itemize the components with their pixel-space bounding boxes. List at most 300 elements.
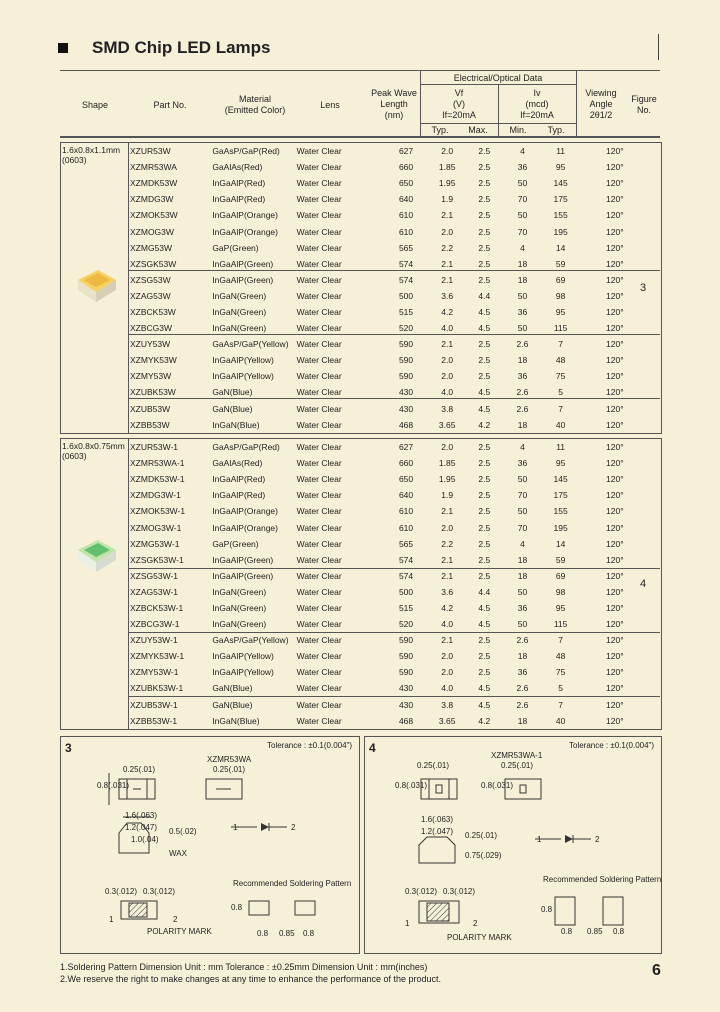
cell-material: GaAsP/GaP(Red) [212,442,280,453]
cell-viewing-angle: 120° [606,419,624,430]
header-peak-wave: Peak Wave [371,88,417,98]
cell-vf-typ: 3.6 [441,290,454,301]
page-number: 6 [652,962,661,979]
cell-iv-min: 50 [517,619,528,630]
cell-peak-wave: 565 [398,538,414,549]
cell-iv-typ: 59 [555,554,566,565]
cell-lens: Water Clear [296,371,342,382]
cell-material: InGaAlP(Yellow) [212,667,274,678]
cell-material: InGaAlP(Orange) [212,226,278,237]
cell-material: InGaAlP(Green) [212,258,274,269]
figure-3-dim-1: 0.25(.01) [123,765,156,774]
cell-iv-typ: 48 [555,651,566,662]
cell-vf-max: 2.5 [478,538,491,549]
header-material: Material [238,94,271,104]
cell-part-no: XZBCK53W-1 [130,602,184,613]
cell-viewing-angle: 120° [606,506,624,517]
figure-3-polarity: POLARITY MARK [147,927,212,936]
page-title: SMD Chip LED Lamps [58,38,271,58]
cell-part-no: XZMR53WA-1 [130,458,185,469]
figure-4-tolerance: Tolerance : ±0.1(0.004") [569,741,655,750]
cell-lens: Water Clear [296,522,342,533]
cell-iv-typ: 145 [553,474,568,485]
cell-iv-typ: 195 [553,522,568,533]
cell-lens: Water Clear [296,226,342,237]
cell-vf-max: 2.5 [478,522,491,533]
cell-vf-typ: 1.85 [438,458,456,469]
table-row [130,352,650,368]
cell-viewing-angle: 120° [606,458,624,469]
figure-3-part: XZMR53WA [207,755,252,764]
cell-lens: Water Clear [296,339,342,350]
cell-iv-min: 50 [517,506,528,517]
cell-iv-typ: 7 [558,699,563,710]
cell-viewing-angle: 120° [606,715,624,726]
cell-iv-typ: 155 [553,506,568,517]
header-iv: Iv [533,88,541,98]
cell-part-no: XZSG53W-1 [130,570,179,581]
figure-3-dim-12: 0.8 [257,929,269,938]
cell-iv-typ: 145 [553,178,568,189]
cell-lens: Water Clear [296,667,342,678]
figure-4-panel [364,736,662,954]
cell-vf-max: 4.2 [478,715,491,726]
table-row [130,401,650,417]
cell-viewing-angle: 120° [606,699,624,710]
cell-viewing-angle: 120° [606,602,624,613]
section-2-shape: 1.6x0.8x0.75mm [62,441,125,451]
cell-iv-min: 18 [517,274,528,285]
cell-viewing-angle: 120° [606,306,624,317]
cell-part-no: XZMYK53W [130,355,177,366]
cell-vf-typ: 3.65 [438,715,456,726]
cell-viewing-angle: 120° [606,490,624,501]
cell-viewing-angle: 120° [606,339,624,350]
cell-viewing-angle: 120° [606,355,624,366]
cell-iv-typ: 155 [553,210,568,221]
cell-part-no: XZBCK53W [130,306,176,317]
header-min: Min. [509,125,527,135]
cell-iv-min: 50 [517,210,528,221]
cell-iv-min: 2.6 [516,403,529,414]
cell-iv-min: 18 [517,715,528,726]
cell-lens: Water Clear [296,323,342,334]
cell-peak-wave: 574 [398,258,414,269]
header-vf: Vf [454,88,464,98]
cell-material: GaAlAs(Red) [212,458,263,469]
cell-material: InGaAlP(Red) [212,490,266,501]
table-row [130,304,650,320]
cell-peak-wave: 430 [398,683,414,694]
table-row [130,320,650,336]
cell-part-no: XZUBK53W [130,387,176,398]
cell-peak-wave: 610 [398,226,414,237]
cell-lens: Water Clear [296,146,342,157]
figure-3-dim-11: 0.8 [231,903,243,912]
corner-bar [658,34,659,60]
cell-viewing-angle: 120° [606,635,624,646]
table-row [130,632,650,648]
cell-vf-typ: 2.0 [441,371,454,382]
cell-vf-max: 4.5 [478,387,491,398]
cell-material: InGaAlP(Red) [212,178,266,189]
cell-iv-typ: 175 [553,194,568,205]
cell-material: InGaAlP(Green) [212,274,274,285]
cell-viewing-angle: 120° [606,162,624,173]
cell-peak-wave: 468 [398,715,414,726]
cell-part-no: XZAG53W-1 [130,586,179,597]
cell-vf-typ: 2.2 [441,538,454,549]
cell-viewing-angle: 120° [606,538,624,549]
cell-lens: Water Clear [296,458,342,469]
header-if-iv: If=20mA [520,110,554,120]
cell-lens: Water Clear [296,474,342,485]
cell-iv-min: 50 [517,474,528,485]
cell-peak-wave: 610 [398,506,414,517]
figure-3-pin-2: 2 [291,823,296,832]
cell-material: InGaAlP(Yellow) [212,651,274,662]
led-chip-green-image [72,528,122,576]
cell-material: InGaAlP(Yellow) [212,355,274,366]
cell-material: GaAlAs(Red) [212,162,263,173]
cell-part-no: XZBCG3W-1 [130,619,180,630]
table-row [130,384,650,400]
cell-lens: Water Clear [296,306,342,317]
cell-vf-max: 2.5 [478,442,491,453]
cell-vf-max: 2.5 [478,474,491,485]
cell-iv-typ: 115 [553,323,568,334]
cell-lens: Water Clear [296,570,342,581]
cell-iv-min: 50 [517,290,528,301]
cell-iv-typ: 7 [558,635,563,646]
cell-vf-typ: 3.65 [438,419,456,430]
figure-3-tolerance: Tolerance : ±0.1(0.004") [267,741,353,750]
cell-peak-wave: 520 [398,619,414,630]
cell-vf-typ: 1.95 [438,474,456,485]
figure-3-dim-7: 0.5(.02) [169,827,197,836]
cell-viewing-angle: 120° [606,651,624,662]
cell-lens: Water Clear [296,506,342,517]
cell-vf-max: 2.5 [478,210,491,221]
cell-iv-typ: 75 [555,667,566,678]
cell-vf-max: 2.5 [478,162,491,173]
cell-iv-typ: 95 [555,602,566,613]
cell-part-no: XZMDK53W [130,178,178,189]
cell-peak-wave: 515 [398,602,414,613]
cell-material: GaAsP/GaP(Red) [212,146,280,157]
figure-3-pin-1: 1 [233,823,238,832]
figure-3-dim-5: 1.2(.047) [125,823,158,832]
cell-material: InGaN(Green) [212,290,267,301]
cell-iv-min: 4 [520,442,525,453]
section-2-table [130,439,650,729]
cell-lens: Water Clear [296,635,342,646]
cell-iv-typ: 69 [555,570,566,581]
cell-vf-max: 4.4 [478,586,491,597]
cell-iv-typ: 5 [558,387,563,398]
cell-part-no: XZSG53W [130,274,171,285]
cell-material: GaN(Blue) [212,403,253,414]
cell-lens: Water Clear [296,490,342,501]
cell-vf-typ: 1.95 [438,178,456,189]
cell-peak-wave: 574 [398,274,414,285]
table-row [130,584,650,600]
cell-iv-min: 36 [517,458,528,469]
header-max: Max. [468,125,488,135]
cell-vf-typ: 2.1 [441,570,454,581]
figure-4-dim-7: 0.25(.01) [465,831,498,840]
cell-vf-typ: 4.2 [441,602,454,613]
cell-part-no: XZMY53W [130,371,172,382]
cell-viewing-angle: 120° [606,667,624,678]
section-2-figure-no: 4 [640,578,647,590]
cell-vf-max: 4.5 [478,403,491,414]
cell-part-no: XZUY53W [130,339,171,350]
cell-material: GaAsP/GaP(Yellow) [212,339,289,350]
figure-4-dim-8: 0.75(.029) [465,851,502,860]
cell-material: InGaAlP(Red) [212,194,266,205]
footnote-1: 1.Soldering Pattern Dimension Unit : mm Tolerance : ±0.25mm Dimension Unit : mm(inches) [60,962,428,972]
cell-material: GaP(Green) [212,242,259,253]
cell-vf-max: 2.5 [478,554,491,565]
cell-peak-wave: 627 [398,146,414,157]
cell-iv-typ: 98 [555,290,566,301]
cell-part-no: XZMR53WA [130,162,177,173]
cell-peak-wave: 590 [398,635,414,646]
figure-4-number: 4 [369,741,376,755]
cell-material: InGaN(Blue) [212,715,260,726]
cell-vf-max: 2.5 [478,274,491,285]
cell-lens: Water Clear [296,355,342,366]
header-shape: Shape [81,100,109,110]
cell-part-no: XZMOK53W-1 [130,506,186,517]
header-part-no: Part No. [153,100,187,110]
cell-part-no: XZMG53W-1 [130,538,180,549]
cell-iv-typ: 48 [555,355,566,366]
cell-iv-typ: 75 [555,371,566,382]
cell-lens: Water Clear [296,274,342,285]
cell-iv-min: 18 [517,554,528,565]
cell-viewing-angle: 120° [606,619,624,630]
cell-vf-max: 2.5 [478,242,491,253]
cell-viewing-angle: 120° [606,522,624,533]
figure-4-dim-2: 0.25(.01) [501,761,534,770]
cell-part-no: XZMOK53W [130,210,178,221]
cell-part-no: XZUB53W [130,403,171,414]
cell-iv-typ: 7 [558,339,563,350]
table-row [130,519,650,535]
cell-iv-min: 50 [517,323,528,334]
figure-3-number: 3 [65,741,72,755]
cell-viewing-angle: 120° [606,146,624,157]
cell-vf-typ: 1.9 [441,194,454,205]
figure-4-solder: Recommended Soldering Pattern [543,875,662,884]
cell-vf-typ: 2.1 [441,635,454,646]
cell-vf-max: 2.5 [478,178,491,189]
cell-vf-typ: 2.1 [441,258,454,269]
figure-3-drawing [61,737,359,953]
cell-iv-min: 18 [517,419,528,430]
cell-vf-max: 4.2 [478,419,491,430]
cell-material: InGaN(Green) [212,306,267,317]
cell-viewing-angle: 120° [606,258,624,269]
cell-iv-typ: 40 [555,419,566,430]
cell-peak-wave: 520 [398,323,414,334]
figure-3-dim-13: 0.85 [279,929,295,938]
cell-material: GaN(Blue) [212,699,253,710]
cell-lens: Water Clear [296,258,342,269]
cell-viewing-angle: 120° [606,226,624,237]
section-2-package: (0603) [62,451,87,461]
table-row [130,713,650,729]
cell-peak-wave: 468 [398,419,414,430]
table-row [130,455,650,471]
cell-iv-min: 70 [517,226,528,237]
cell-viewing-angle: 120° [606,683,624,694]
cell-part-no: XZSGK53W [130,258,177,269]
table-row [130,616,650,632]
table-row [130,439,650,455]
figure-4-dim-6: 1.2(.047) [421,827,454,836]
table-row [130,256,650,272]
cell-part-no: XZUR53W-1 [130,442,179,453]
cell-iv-min: 18 [517,355,528,366]
cell-part-no: XZUY53W-1 [130,635,178,646]
cell-vf-typ: 1.85 [438,162,456,173]
cell-lens: Water Clear [296,419,342,430]
cell-peak-wave: 430 [398,403,414,414]
cell-viewing-angle: 120° [606,554,624,565]
cell-iv-min: 18 [517,651,528,662]
figure-4-dim-5: 1.6(.063) [421,815,454,824]
cell-material: InGaAlP(Orange) [212,506,278,517]
cell-lens: Water Clear [296,586,342,597]
cell-iv-typ: 195 [553,226,568,237]
cell-part-no: XZMOG3W-1 [130,522,182,533]
cell-peak-wave: 590 [398,339,414,350]
cell-iv-min: 70 [517,194,528,205]
cell-lens: Water Clear [296,442,342,453]
cell-lens: Water Clear [296,619,342,630]
header-theta: 2θ1/2 [589,110,613,120]
cell-material: InGaN(Blue) [212,419,260,430]
cell-vf-typ: 2.0 [441,442,454,453]
figure-4-dim-14: 0.8 [613,927,625,936]
table-row [130,471,650,487]
cell-viewing-angle: 120° [606,274,624,285]
cell-vf-typ: 3.8 [441,403,454,414]
cell-lens: Water Clear [296,194,342,205]
table-row [130,487,650,503]
cell-vf-typ: 2.2 [441,242,454,253]
cell-part-no: XZMDG3W-1 [130,490,181,501]
header-figure: Figure [631,94,657,104]
figure-4-polarity: POLARITY MARK [447,933,512,942]
cell-material: InGaAlP(Orange) [212,210,278,221]
cell-viewing-angle: 120° [606,403,624,414]
table-row [130,223,650,239]
cell-viewing-angle: 120° [606,442,624,453]
cell-lens: Water Clear [296,699,342,710]
cell-iv-typ: 115 [553,619,568,630]
cell-part-no: XZSGK53W-1 [130,554,184,565]
cell-lens: Water Clear [296,715,342,726]
table-row [130,240,650,256]
table-row [130,272,650,288]
header-emitted-color: (Emitted Color) [224,105,286,115]
cell-part-no: XZUB53W-1 [130,699,178,710]
cell-part-no: XZBCG3W [130,323,173,334]
cell-iv-min: 2.6 [516,683,529,694]
table-row [130,336,650,352]
table-row [130,175,650,191]
figure-4-dim-10: 0.3(.012) [443,887,476,896]
cell-iv-typ: 95 [555,162,566,173]
figure-4-dim-12: 0.8 [561,927,573,936]
figure-4-pin-1-bottom: 1 [405,919,410,928]
cell-iv-typ: 14 [555,242,566,253]
cell-vf-typ: 3.6 [441,586,454,597]
table-row [130,191,650,207]
cell-iv-typ: 40 [555,715,566,726]
figure-4-dim-4: 0.8(.031) [481,781,514,790]
cell-peak-wave: 590 [398,371,414,382]
cell-iv-min: 18 [517,258,528,269]
cell-iv-min: 4 [520,146,525,157]
cell-vf-typ: 2.0 [441,522,454,533]
header-mcd: (mcd) [525,99,549,109]
cell-vf-typ: 2.0 [441,355,454,366]
cell-peak-wave: 627 [398,442,414,453]
cell-peak-wave: 574 [398,570,414,581]
figure-3-dim-8: WAX [169,849,187,858]
cell-iv-min: 50 [517,178,528,189]
cell-vf-typ: 2.1 [441,554,454,565]
table-row [130,680,650,696]
cell-vf-typ: 2.0 [441,667,454,678]
figure-3-solder: Recommended Soldering Pattern [233,879,352,888]
table-row [130,552,650,568]
header-angle: Angle [589,99,613,109]
cell-vf-max: 4.4 [478,290,491,301]
cell-part-no: XZMDK53W-1 [130,474,185,485]
table-header [60,70,660,136]
cell-vf-max: 4.5 [478,699,491,710]
cell-part-no: XZUBK53W-1 [130,683,184,694]
cell-peak-wave: 650 [398,474,414,485]
cell-iv-min: 2.6 [516,339,529,350]
figure-3-dim-4: 1.6(.063) [125,811,158,820]
cell-viewing-angle: 120° [606,242,624,253]
cell-iv-typ: 59 [555,258,566,269]
header-eo-data: Electrical/Optical Data [453,73,543,83]
cell-iv-typ: 175 [553,490,568,501]
table-row [130,648,650,664]
cell-lens: Water Clear [296,242,342,253]
cell-peak-wave: 515 [398,306,414,317]
cell-iv-min: 18 [517,570,528,581]
header-viewing: Viewing [585,88,617,98]
figure-4-pin-1: 1 [537,835,542,844]
cell-peak-wave: 590 [398,667,414,678]
figure-4-pin-2-bottom: 2 [473,919,478,928]
header-nm: (nm) [384,110,404,120]
section-1-figure-no: 3 [640,282,647,294]
cell-iv-min: 36 [517,667,528,678]
cell-vf-typ: 2.1 [441,339,454,350]
cell-iv-typ: 98 [555,586,566,597]
header-if-vf: If=20mA [442,110,476,120]
